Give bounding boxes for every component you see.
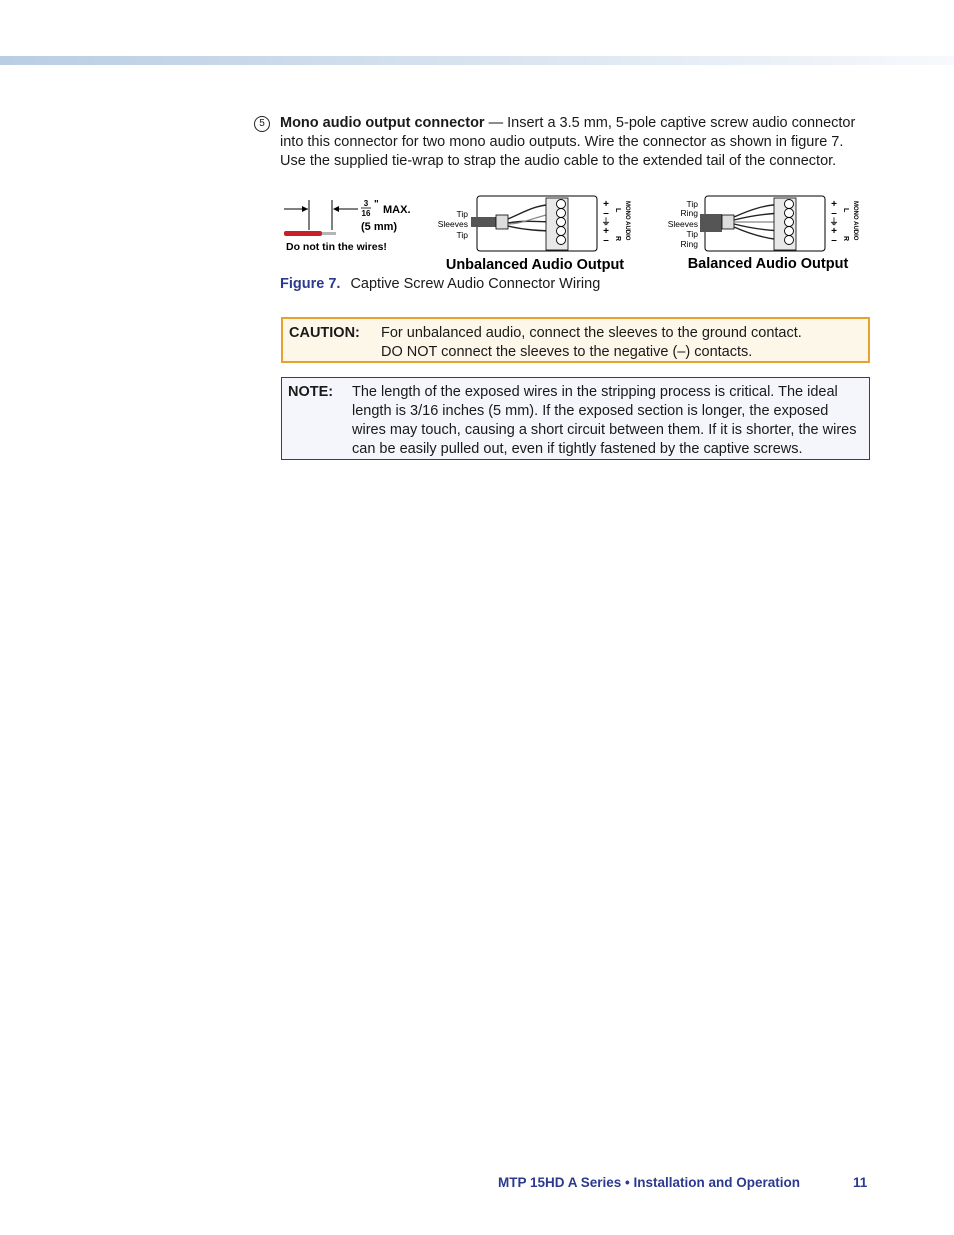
- unbalanced-pin-3-sign: ⏚: [601, 217, 611, 227]
- unbalanced-channel-r: R: [614, 236, 621, 242]
- strip-fraction-num: 3: [363, 199, 369, 208]
- unbalanced-pin-4-sign: +: [603, 226, 609, 237]
- unbalanced-connector-label: MONO AUDIO: [624, 201, 630, 241]
- balanced-wire-label-ring-1: Ring: [680, 208, 698, 218]
- figure-number: Figure 7.: [280, 276, 341, 292]
- balanced-tie-wrap: [722, 215, 734, 229]
- unbalanced-tie-wrap: [496, 215, 508, 229]
- balanced-connector-label: MONO AUDIO: [852, 201, 858, 241]
- red-wire-insulation: [284, 231, 322, 236]
- balanced-wire-label-tip-1: Tip: [686, 199, 698, 209]
- strip-inch-mark: ": [374, 199, 379, 210]
- balanced-pin-3-sign: ⏚: [829, 217, 839, 227]
- caution-line-2: DO NOT connect the sleeves to the negative (–) contacts.: [381, 344, 753, 360]
- balanced-title: Balanced Audio Output: [687, 256, 849, 272]
- step-number-badge: 5: [254, 116, 270, 132]
- connector-wiring-diagram: [280, 190, 870, 275]
- no-tin-warning: Do not tin the wires!: [286, 241, 387, 253]
- step-heading: Mono audio output connector: [280, 115, 485, 131]
- note-box: [281, 377, 870, 460]
- balanced-pin-2-sign: –: [831, 208, 837, 219]
- unbalanced-wire-label-tip-2: Tip: [456, 230, 468, 240]
- wire-strip-illustration: [284, 199, 411, 253]
- balanced-channel-r: R: [842, 236, 849, 242]
- balanced-pin-4-sign: +: [831, 226, 837, 237]
- page-number: 11: [853, 1175, 868, 1190]
- unbalanced-pin-1-sign: +: [603, 199, 609, 210]
- balanced-wire-label-ring-2: Ring: [680, 239, 698, 249]
- balanced-cable: [700, 214, 722, 232]
- caution-box: [281, 317, 870, 363]
- balanced-channel-l: L: [842, 208, 849, 213]
- footer-title: MTP 15HD A Series • Installation and Operation: [498, 1175, 801, 1190]
- balanced-pin-5-sign: –: [831, 235, 837, 246]
- strip-fraction-den: 16: [361, 209, 371, 218]
- balanced-connector: [668, 196, 858, 272]
- step-text: — Insert a 3.5 mm, 5-pole captive screw audio connector into this connector for two mono audio outputs. Wire the connector as shown in figure 7. Use the supplied tie-wrap to strap the audio cable to the extended tail of the connector.: [280, 115, 856, 169]
- figure-title: Captive Screw Audio Connector Wiring: [350, 276, 601, 292]
- balanced-pin-1-sign: +: [831, 199, 837, 210]
- unbalanced-pin-5-sign: –: [603, 235, 609, 246]
- balanced-wire-label-sleeves: Sleeves: [667, 219, 698, 229]
- header-gradient-bar: [0, 56, 954, 65]
- strip-max-label: MAX.: [383, 204, 411, 216]
- balanced-wire-label-tip-2: Tip: [686, 229, 698, 239]
- unbalanced-connector: [438, 196, 630, 273]
- unbalanced-pin-2-sign: –: [603, 208, 609, 219]
- strip-metric-label: (5 mm): [361, 221, 398, 233]
- caution-body: [381, 324, 861, 362]
- unbalanced-wire-label-sleeves: Sleeves: [437, 219, 468, 229]
- caution-line-1: For unbalanced audio, connect the sleeves to the ground contact.: [381, 325, 802, 341]
- step-paragraph: [280, 114, 870, 171]
- note-body: The length of the exposed wires in the stripping process is critical. The ideal length is 3/16 inches (5 mm). If the exposed section is longer, the exposed wires may touch, causing a short circuit between them. If it is shorter, the wires can be easily pulled out, even if tightly fastened by the captive screws.: [352, 384, 857, 457]
- figure-caption: [280, 276, 600, 292]
- unbalanced-channel-l: L: [614, 208, 621, 213]
- note-label: NOTE:: [288, 384, 334, 400]
- unbalanced-title: Unbalanced Audio Output: [445, 257, 625, 273]
- caution-label: CAUTION:: [289, 325, 360, 341]
- exposed-conductor: [322, 232, 336, 235]
- unbalanced-wire-label-tip-1: Tip: [456, 209, 468, 219]
